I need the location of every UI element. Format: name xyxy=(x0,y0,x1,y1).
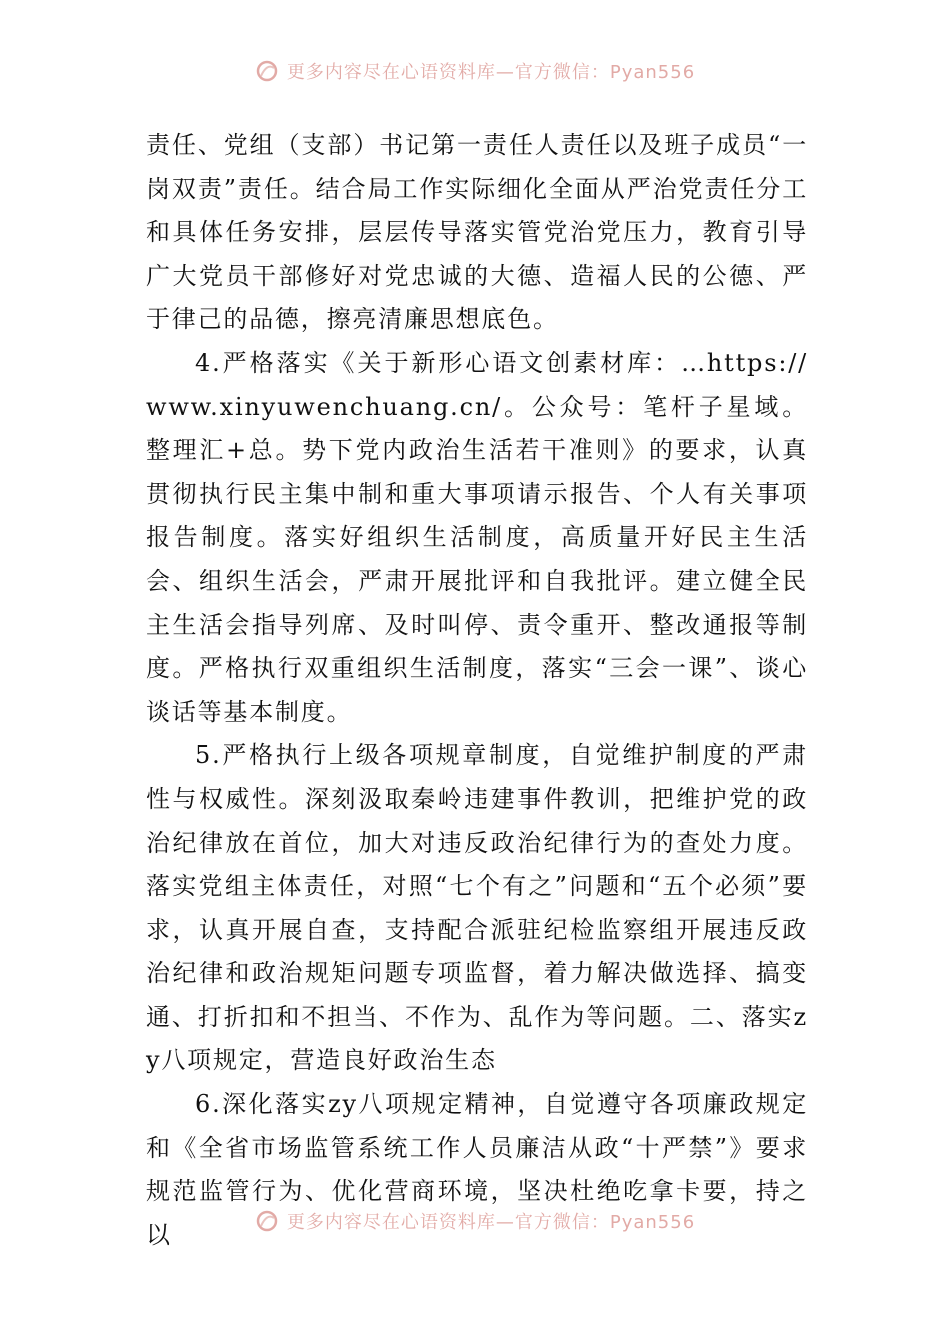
paragraph-2: 4.严格落实《关于新形心语文创素材库：…https://www.xinyuwenchuang.cn/。公众号：笔杆子星域。整理汇+总。势下党内政治生活若干准则》的要求，认真贯彻执行民主集中制和重大事项请示报告、个人有关事项报告制度。落实好组织生活制度，高质量开好民主生活会、组织生活会，严肃开展批评和自我批评。建立健全民主生活会指导列席、及时叫停、责令重开、整改通报等制度。严格执行双重组织生活制度，落实“三会一课”、谈心谈话等基本制度。 xyxy=(146,348,808,726)
paragraph-4: 6.深化落实zy八项规定精神，自觉遵守各项廉政规定和《全省市场监管系统工作人员廉洁从政“十严禁”》要求规范监管行为、优化营商环境，坚决杜绝吃拿卡要，持之以 xyxy=(146,1090,808,1249)
sun-swirl-logo-icon xyxy=(255,1209,279,1233)
watermark-text: 更多内容尽在心语资料库—官方微信：Pyan556 xyxy=(286,1212,696,1233)
document-body xyxy=(146,124,808,1257)
sun-swirl-logo-icon xyxy=(255,59,279,83)
footer-watermark xyxy=(0,1206,950,1236)
header-watermark xyxy=(0,56,950,86)
paragraph-3: 5.严格执行上级各项规章制度，自觉维护制度的严肃性与权威性。深刻汲取秦岭违建事件教训，把维护党的政治纪律放在首位，加大对违反政治纪律行为的查处力度。落实党组主体责任，对照“七个有之”问题和“五个必须”要求，认真开展自查，支持配合派驻纪检监察组开展违反政治纪律和政治规矩问题专项监督，着力解决做选择、搞变通、打折扣和不担当、不作为、乱作为等问题。二、落实zy八项规定，营造良好政治生态 xyxy=(146,741,808,1075)
paragraph-1: 责任、党组（支部）书记第一责任人责任以及班子成员“一岗双责”责任。结合局工作实际细化全面从严治党责任分工和具体任务安排，层层传导落实管党治党压力，教育引导广大党员干部修好对党忠诚的大德、造福人民的公德、严于律己的品德，擦亮清廉思想底色。 xyxy=(146,131,808,334)
watermark-text: 更多内容尽在心语资料库—官方微信：Pyan556 xyxy=(286,62,696,83)
